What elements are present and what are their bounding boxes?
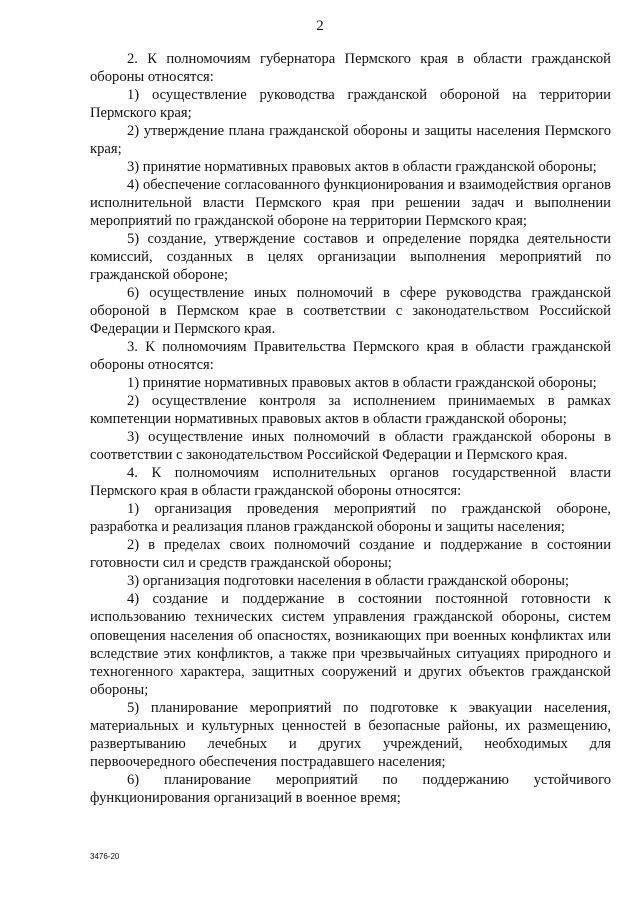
paragraph: 2) в пределах своих полномочий создание и поддержание в состоянии готовности сил и средств гражданской обороны; — [90, 537, 611, 572]
paragraph: 4) создание и поддержание в состоянии постоянной готовности к использованию технических систем управления гражданской обороны, систем оповещения населения об опасностях, возникающих при военных конфликтах или вследствие этих конфликтов, а также при чрезвычайных ситуациях природного и техногенного характера, защитных сооружений и других объектов гражданской обороны; — [90, 591, 611, 698]
paragraph: 4) обеспечение согласованного функционирования и взаимодействия органов исполнительной власти Пермского края при решении задач и выполнении мероприятий по гражданской обороне на территории Пермского края; — [90, 177, 611, 230]
paragraph: 1) принятие нормативных правовых актов в области гражданской обороны; — [127, 375, 597, 392]
paragraph: 4. К полномочиям исполнительных органов государственной власти Пермского края в области гражданской обороны относятся: — [90, 465, 611, 500]
paragraph: 5) создание, утверждение составов и определение порядка деятельности комиссий, созданных в целях организации выполнения мероприятий по гражданской обороне; — [90, 231, 611, 284]
paragraph: 3) осуществление иных полномочий в области гражданской обороны в соответствии с законодательством Российской Федерации и Пермского края. — [90, 429, 611, 464]
paragraph: 6) планирование мероприятий по поддержанию устойчивого функционирования организаций в военное время; — [90, 771, 611, 806]
page-number: 2 — [316, 18, 324, 34]
paragraph: 1) организация проведения мероприятий по гражданской обороне, разработка и реализация планов гражданской обороны и защиты населения; — [90, 501, 611, 536]
paragraph: 6) осуществление иных полномочий в сфере руководства гражданской обороной в Пермском крае в соответствии с законодательством Российской Федерации и Пермского края. — [90, 285, 611, 338]
paragraph: 2) утверждение плана гражданской обороны и защиты населения Пермского края; — [90, 123, 611, 158]
document-code: 3476-20 — [90, 852, 120, 861]
paragraph: 3. К полномочиям Правительства Пермского края в области гражданской обороны относятся: — [90, 339, 611, 374]
paragraph: 1) осуществление руководства гражданской обороной на территории Пермского края; — [90, 87, 611, 122]
paragraph: 2. К полномочиям губернатора Пермского края в области гражданской обороны относятся: — [90, 51, 611, 86]
paragraph: 3) организация подготовки населения в области гражданской обороны; — [127, 573, 570, 590]
document-body — [90, 50, 611, 807]
paragraph: 5) планирование мероприятий по подготовке к эвакуации населения, материальных и культурных ценностей в безопасные районы, их размещению, развертыванию лечебных и других учреждений, необходимых для первоочередного обеспечения пострадавшего населения; — [90, 699, 611, 770]
paragraph: 2) осуществление контроля за исполнением принимаемых в рамках компетенции нормативных правовых актов в области гражданской обороны; — [90, 393, 611, 428]
paragraph: 3) принятие нормативных правовых актов в области гражданской обороны; — [127, 159, 597, 176]
